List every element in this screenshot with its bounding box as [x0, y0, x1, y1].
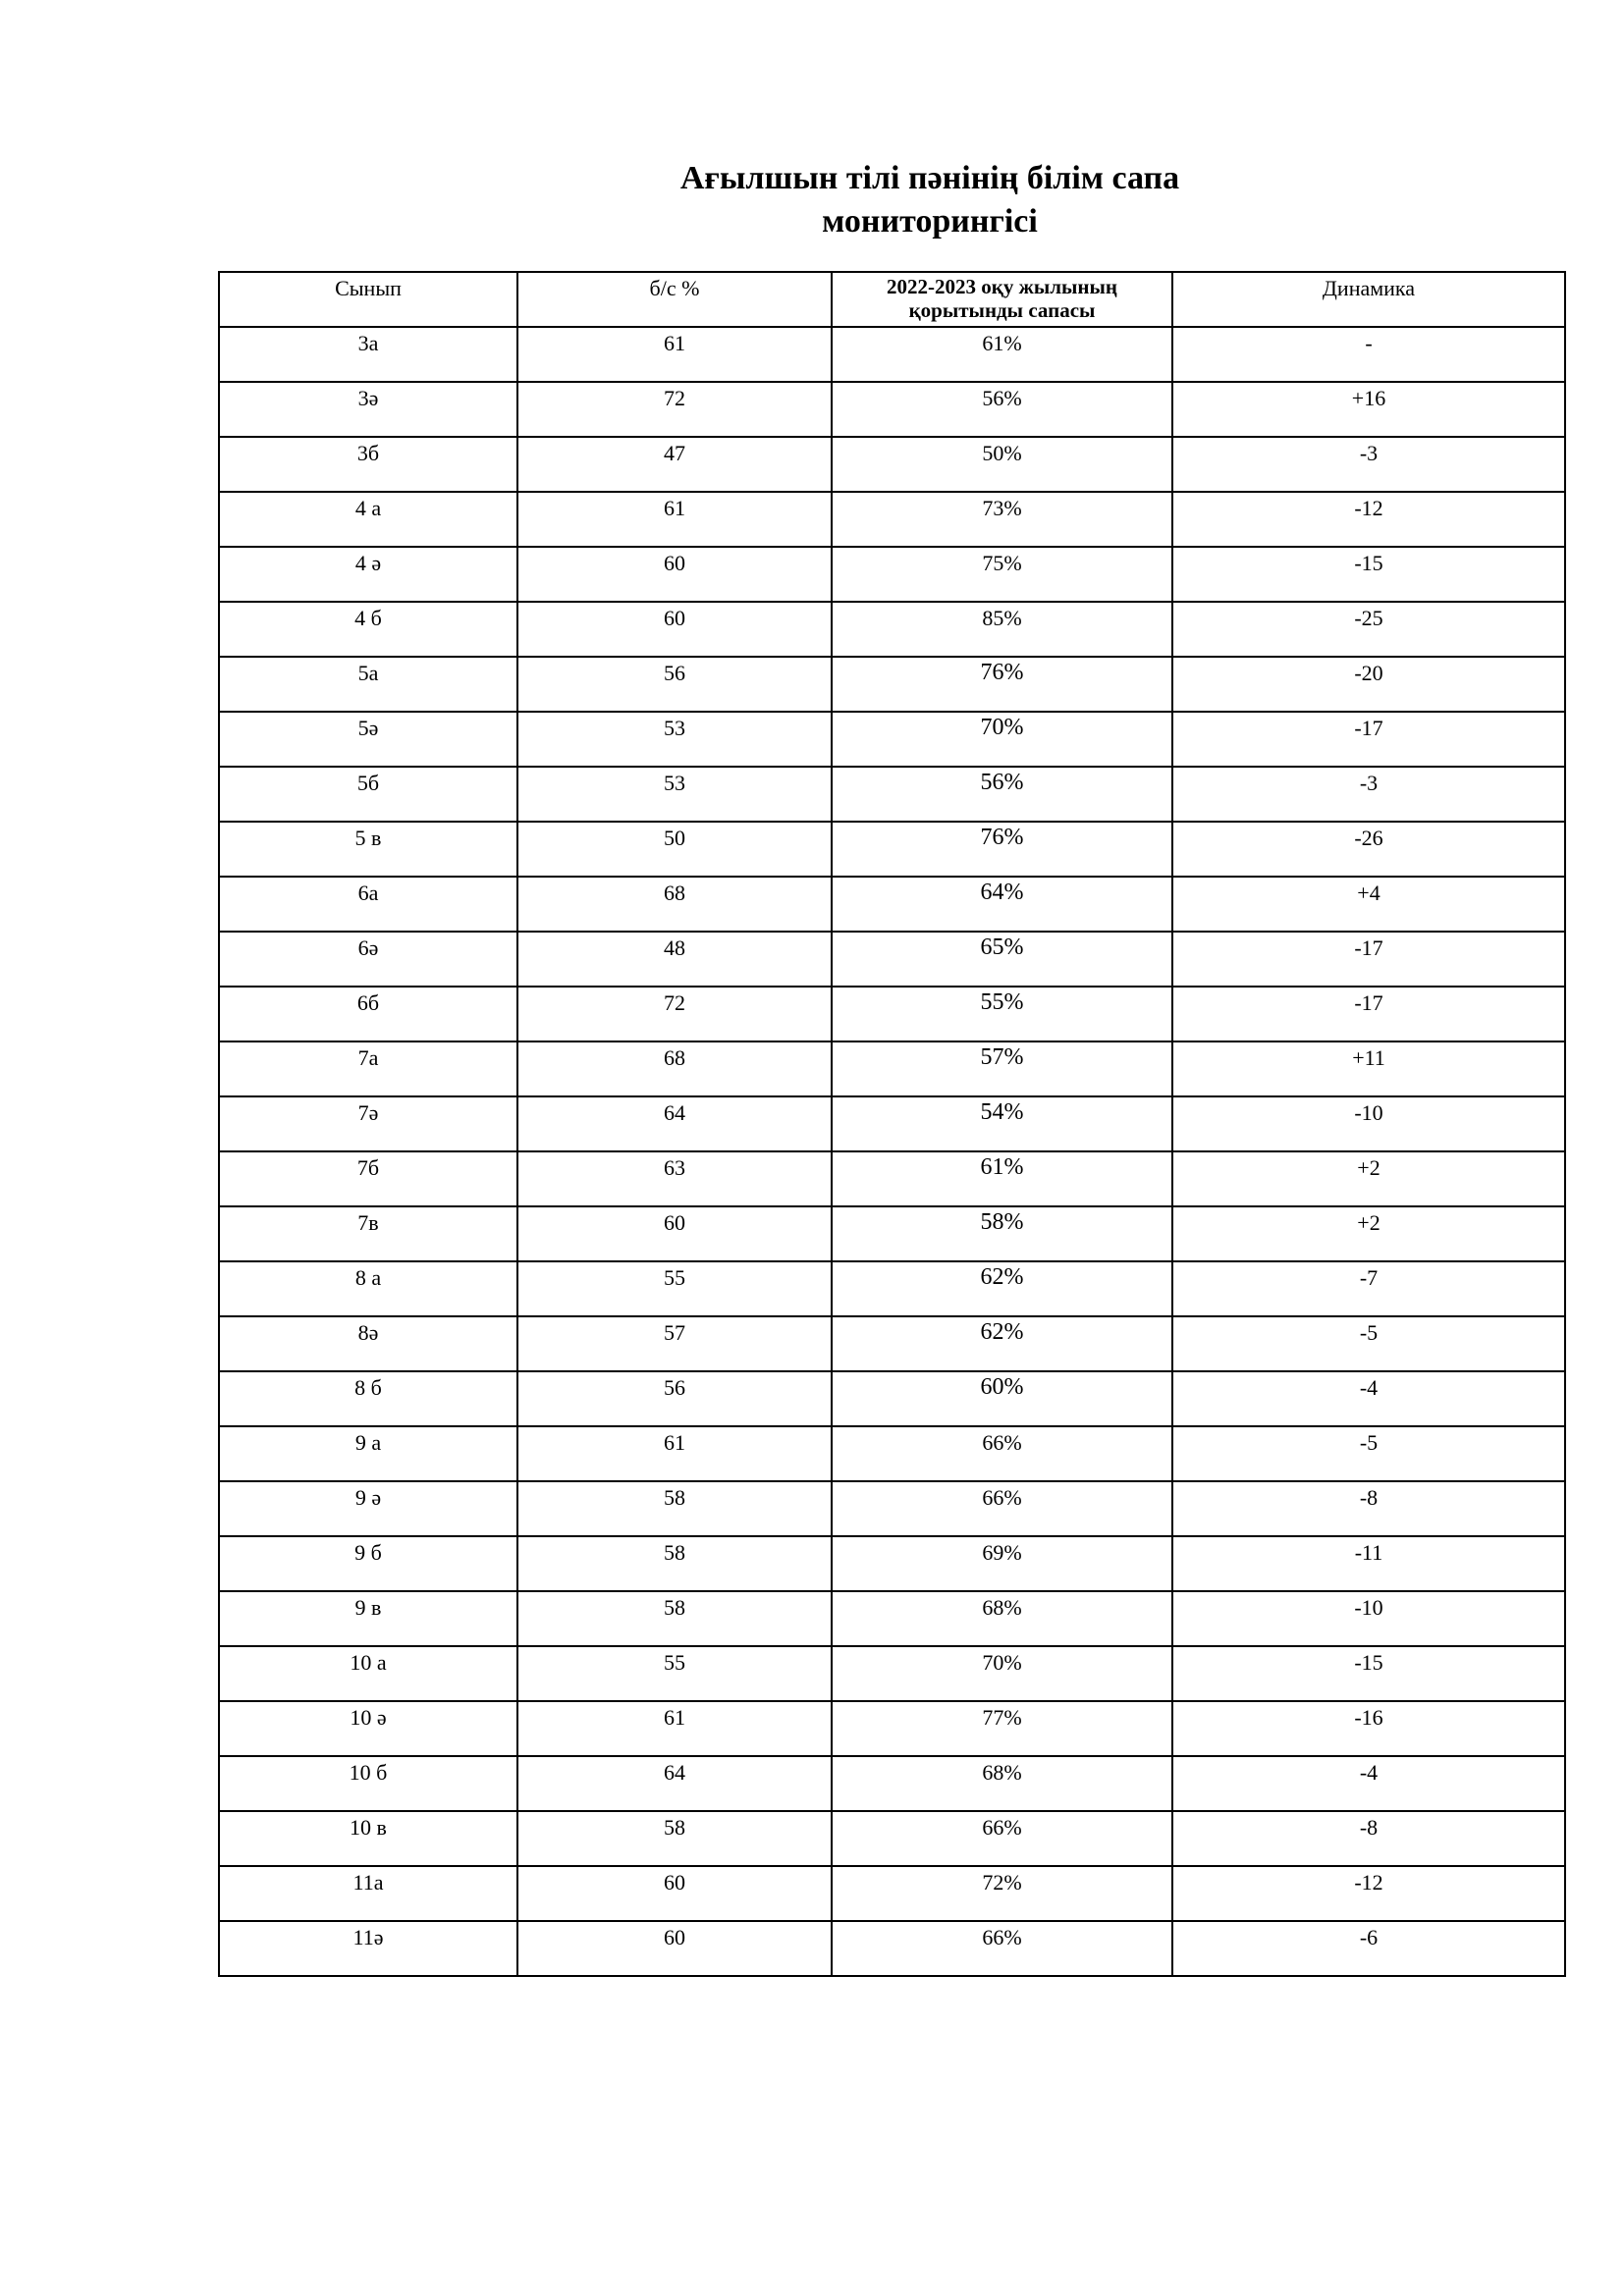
cell-dynamics: -25 [1172, 602, 1565, 657]
cell-grade-percent: 57 [517, 1316, 832, 1371]
cell-class: 4 ә [219, 547, 517, 602]
cell-grade-percent: 68 [517, 1041, 832, 1096]
cell-year-quality: 77% [832, 1701, 1172, 1756]
cell-class: 8ә [219, 1316, 517, 1371]
cell-year-quality: 66% [832, 1811, 1172, 1866]
cell-dynamics: -12 [1172, 1866, 1565, 1921]
cell-class: 11а [219, 1866, 517, 1921]
cell-dynamics: -16 [1172, 1701, 1565, 1756]
cell-grade-percent: 61 [517, 1426, 832, 1481]
table-row [219, 1811, 1565, 1866]
cell-year-quality: 76% [832, 657, 1172, 712]
cell-dynamics: +11 [1172, 1041, 1565, 1096]
cell-class: 4 б [219, 602, 517, 657]
cell-grade-percent: 60 [517, 1866, 832, 1921]
cell-year-quality: 69% [832, 1536, 1172, 1591]
cell-dynamics: +16 [1172, 382, 1565, 437]
header-year-quality: 2022-2023 оқу жылының қорытынды сапасы [832, 272, 1172, 327]
cell-year-quality: 75% [832, 547, 1172, 602]
cell-class: 7а [219, 1041, 517, 1096]
cell-year-quality: 60% [832, 1371, 1172, 1426]
table-row [219, 1096, 1565, 1151]
cell-dynamics: -17 [1172, 932, 1565, 987]
cell-class: 5ә [219, 712, 517, 767]
title-line-2: мониторингісі [822, 203, 1038, 240]
cell-grade-percent: 60 [517, 602, 832, 657]
cell-dynamics: -4 [1172, 1371, 1565, 1426]
table-row [219, 602, 1565, 657]
cell-year-quality: 68% [832, 1756, 1172, 1811]
title-line-1: Ағылшын тілі пәнінің білім сапа [679, 160, 1180, 196]
cell-year-quality: 55% [832, 987, 1172, 1041]
table-row [219, 657, 1565, 712]
cell-class: 5 в [219, 822, 517, 877]
cell-dynamics: -8 [1172, 1481, 1565, 1536]
table-row [219, 1041, 1565, 1096]
cell-year-quality: 66% [832, 1481, 1172, 1536]
table-row [219, 437, 1565, 492]
document-title [0, 157, 1624, 243]
table-header-row [219, 272, 1565, 327]
cell-class: 9 ә [219, 1481, 517, 1536]
table-row [219, 382, 1565, 437]
cell-grade-percent: 63 [517, 1151, 832, 1206]
table-body [219, 327, 1565, 1976]
cell-class: 3ә [219, 382, 517, 437]
cell-year-quality: 57% [832, 1041, 1172, 1096]
cell-class: 10 а [219, 1646, 517, 1701]
cell-dynamics: -26 [1172, 822, 1565, 877]
cell-year-quality: 64% [832, 877, 1172, 932]
cell-grade-percent: 64 [517, 1096, 832, 1151]
cell-class: 9 а [219, 1426, 517, 1481]
cell-year-quality: 76% [832, 822, 1172, 877]
table-row [219, 1151, 1565, 1206]
cell-dynamics: -10 [1172, 1591, 1565, 1646]
cell-class: 6а [219, 877, 517, 932]
cell-class: 7ә [219, 1096, 517, 1151]
cell-year-quality: 66% [832, 1426, 1172, 1481]
cell-dynamics: -17 [1172, 712, 1565, 767]
cell-class: 8 б [219, 1371, 517, 1426]
cell-dynamics: -4 [1172, 1756, 1565, 1811]
cell-class: 10 б [219, 1756, 517, 1811]
cell-year-quality: 56% [832, 767, 1172, 822]
cell-class: 6ә [219, 932, 517, 987]
cell-dynamics: - [1172, 327, 1565, 382]
quality-monitoring-table [218, 271, 1566, 1977]
cell-grade-percent: 58 [517, 1811, 832, 1866]
table-row [219, 932, 1565, 987]
table-row [219, 1701, 1565, 1756]
cell-grade-percent: 61 [517, 492, 832, 547]
cell-class: 7в [219, 1206, 517, 1261]
cell-year-quality: 61% [832, 327, 1172, 382]
table-row [219, 1866, 1565, 1921]
cell-dynamics: -10 [1172, 1096, 1565, 1151]
table-row [219, 1536, 1565, 1591]
cell-class: 9 б [219, 1536, 517, 1591]
cell-class: 7б [219, 1151, 517, 1206]
cell-dynamics: -20 [1172, 657, 1565, 712]
cell-year-quality: 66% [832, 1921, 1172, 1976]
cell-year-quality: 54% [832, 1096, 1172, 1151]
table-row [219, 1921, 1565, 1976]
cell-class: 6б [219, 987, 517, 1041]
cell-grade-percent: 60 [517, 1206, 832, 1261]
table-row [219, 1426, 1565, 1481]
cell-dynamics: -17 [1172, 987, 1565, 1041]
cell-grade-percent: 47 [517, 437, 832, 492]
table-row [219, 822, 1565, 877]
table-row [219, 547, 1565, 602]
cell-year-quality: 61% [832, 1151, 1172, 1206]
cell-dynamics: -3 [1172, 767, 1565, 822]
cell-grade-percent: 61 [517, 327, 832, 382]
cell-grade-percent: 48 [517, 932, 832, 987]
table-row [219, 712, 1565, 767]
cell-year-quality: 56% [832, 382, 1172, 437]
cell-dynamics: -15 [1172, 1646, 1565, 1701]
cell-dynamics: -8 [1172, 1811, 1565, 1866]
cell-dynamics: +2 [1172, 1151, 1565, 1206]
cell-class: 8 а [219, 1261, 517, 1316]
cell-class: 10 ә [219, 1701, 517, 1756]
cell-class: 5а [219, 657, 517, 712]
table-row [219, 767, 1565, 822]
cell-grade-percent: 56 [517, 657, 832, 712]
cell-grade-percent: 68 [517, 877, 832, 932]
table-row [219, 1646, 1565, 1701]
cell-grade-percent: 53 [517, 712, 832, 767]
cell-year-quality: 73% [832, 492, 1172, 547]
cell-dynamics: -6 [1172, 1921, 1565, 1976]
cell-year-quality: 68% [832, 1591, 1172, 1646]
cell-dynamics: +4 [1172, 877, 1565, 932]
cell-class: 3а [219, 327, 517, 382]
cell-grade-percent: 58 [517, 1536, 832, 1591]
cell-class: 9 в [219, 1591, 517, 1646]
table-row [219, 1316, 1565, 1371]
table-row [219, 492, 1565, 547]
cell-year-quality: 58% [832, 1206, 1172, 1261]
header-grade-percent: б/с % [517, 272, 832, 327]
cell-dynamics: -12 [1172, 492, 1565, 547]
cell-class: 4 а [219, 492, 517, 547]
cell-class: 5б [219, 767, 517, 822]
table-row [219, 327, 1565, 382]
cell-class: 11ә [219, 1921, 517, 1976]
cell-year-quality: 70% [832, 712, 1172, 767]
cell-dynamics: -7 [1172, 1261, 1565, 1316]
cell-year-quality: 70% [832, 1646, 1172, 1701]
cell-class: 10 в [219, 1811, 517, 1866]
cell-dynamics: -3 [1172, 437, 1565, 492]
cell-grade-percent: 72 [517, 382, 832, 437]
table-row [219, 1481, 1565, 1536]
cell-grade-percent: 64 [517, 1756, 832, 1811]
table-row [219, 1756, 1565, 1811]
cell-dynamics: -5 [1172, 1316, 1565, 1371]
header-class: Сынып [219, 272, 517, 327]
cell-grade-percent: 58 [517, 1481, 832, 1536]
cell-year-quality: 85% [832, 602, 1172, 657]
cell-dynamics: -11 [1172, 1536, 1565, 1591]
table-row [219, 987, 1565, 1041]
table-row [219, 877, 1565, 932]
cell-year-quality: 62% [832, 1261, 1172, 1316]
cell-grade-percent: 56 [517, 1371, 832, 1426]
cell-grade-percent: 60 [517, 547, 832, 602]
cell-year-quality: 50% [832, 437, 1172, 492]
cell-grade-percent: 58 [517, 1591, 832, 1646]
cell-class: 3б [219, 437, 517, 492]
table-row [219, 1591, 1565, 1646]
cell-dynamics: +2 [1172, 1206, 1565, 1261]
table-row [219, 1371, 1565, 1426]
cell-dynamics: -5 [1172, 1426, 1565, 1481]
cell-grade-percent: 53 [517, 767, 832, 822]
cell-year-quality: 65% [832, 932, 1172, 987]
cell-grade-percent: 55 [517, 1646, 832, 1701]
cell-year-quality: 72% [832, 1866, 1172, 1921]
cell-grade-percent: 61 [517, 1701, 832, 1756]
table-row [219, 1261, 1565, 1316]
table-row [219, 1206, 1565, 1261]
cell-dynamics: -15 [1172, 547, 1565, 602]
cell-grade-percent: 60 [517, 1921, 832, 1976]
cell-year-quality: 62% [832, 1316, 1172, 1371]
cell-grade-percent: 55 [517, 1261, 832, 1316]
header-dynamics: Динамика [1172, 272, 1565, 327]
cell-grade-percent: 72 [517, 987, 832, 1041]
cell-grade-percent: 50 [517, 822, 832, 877]
